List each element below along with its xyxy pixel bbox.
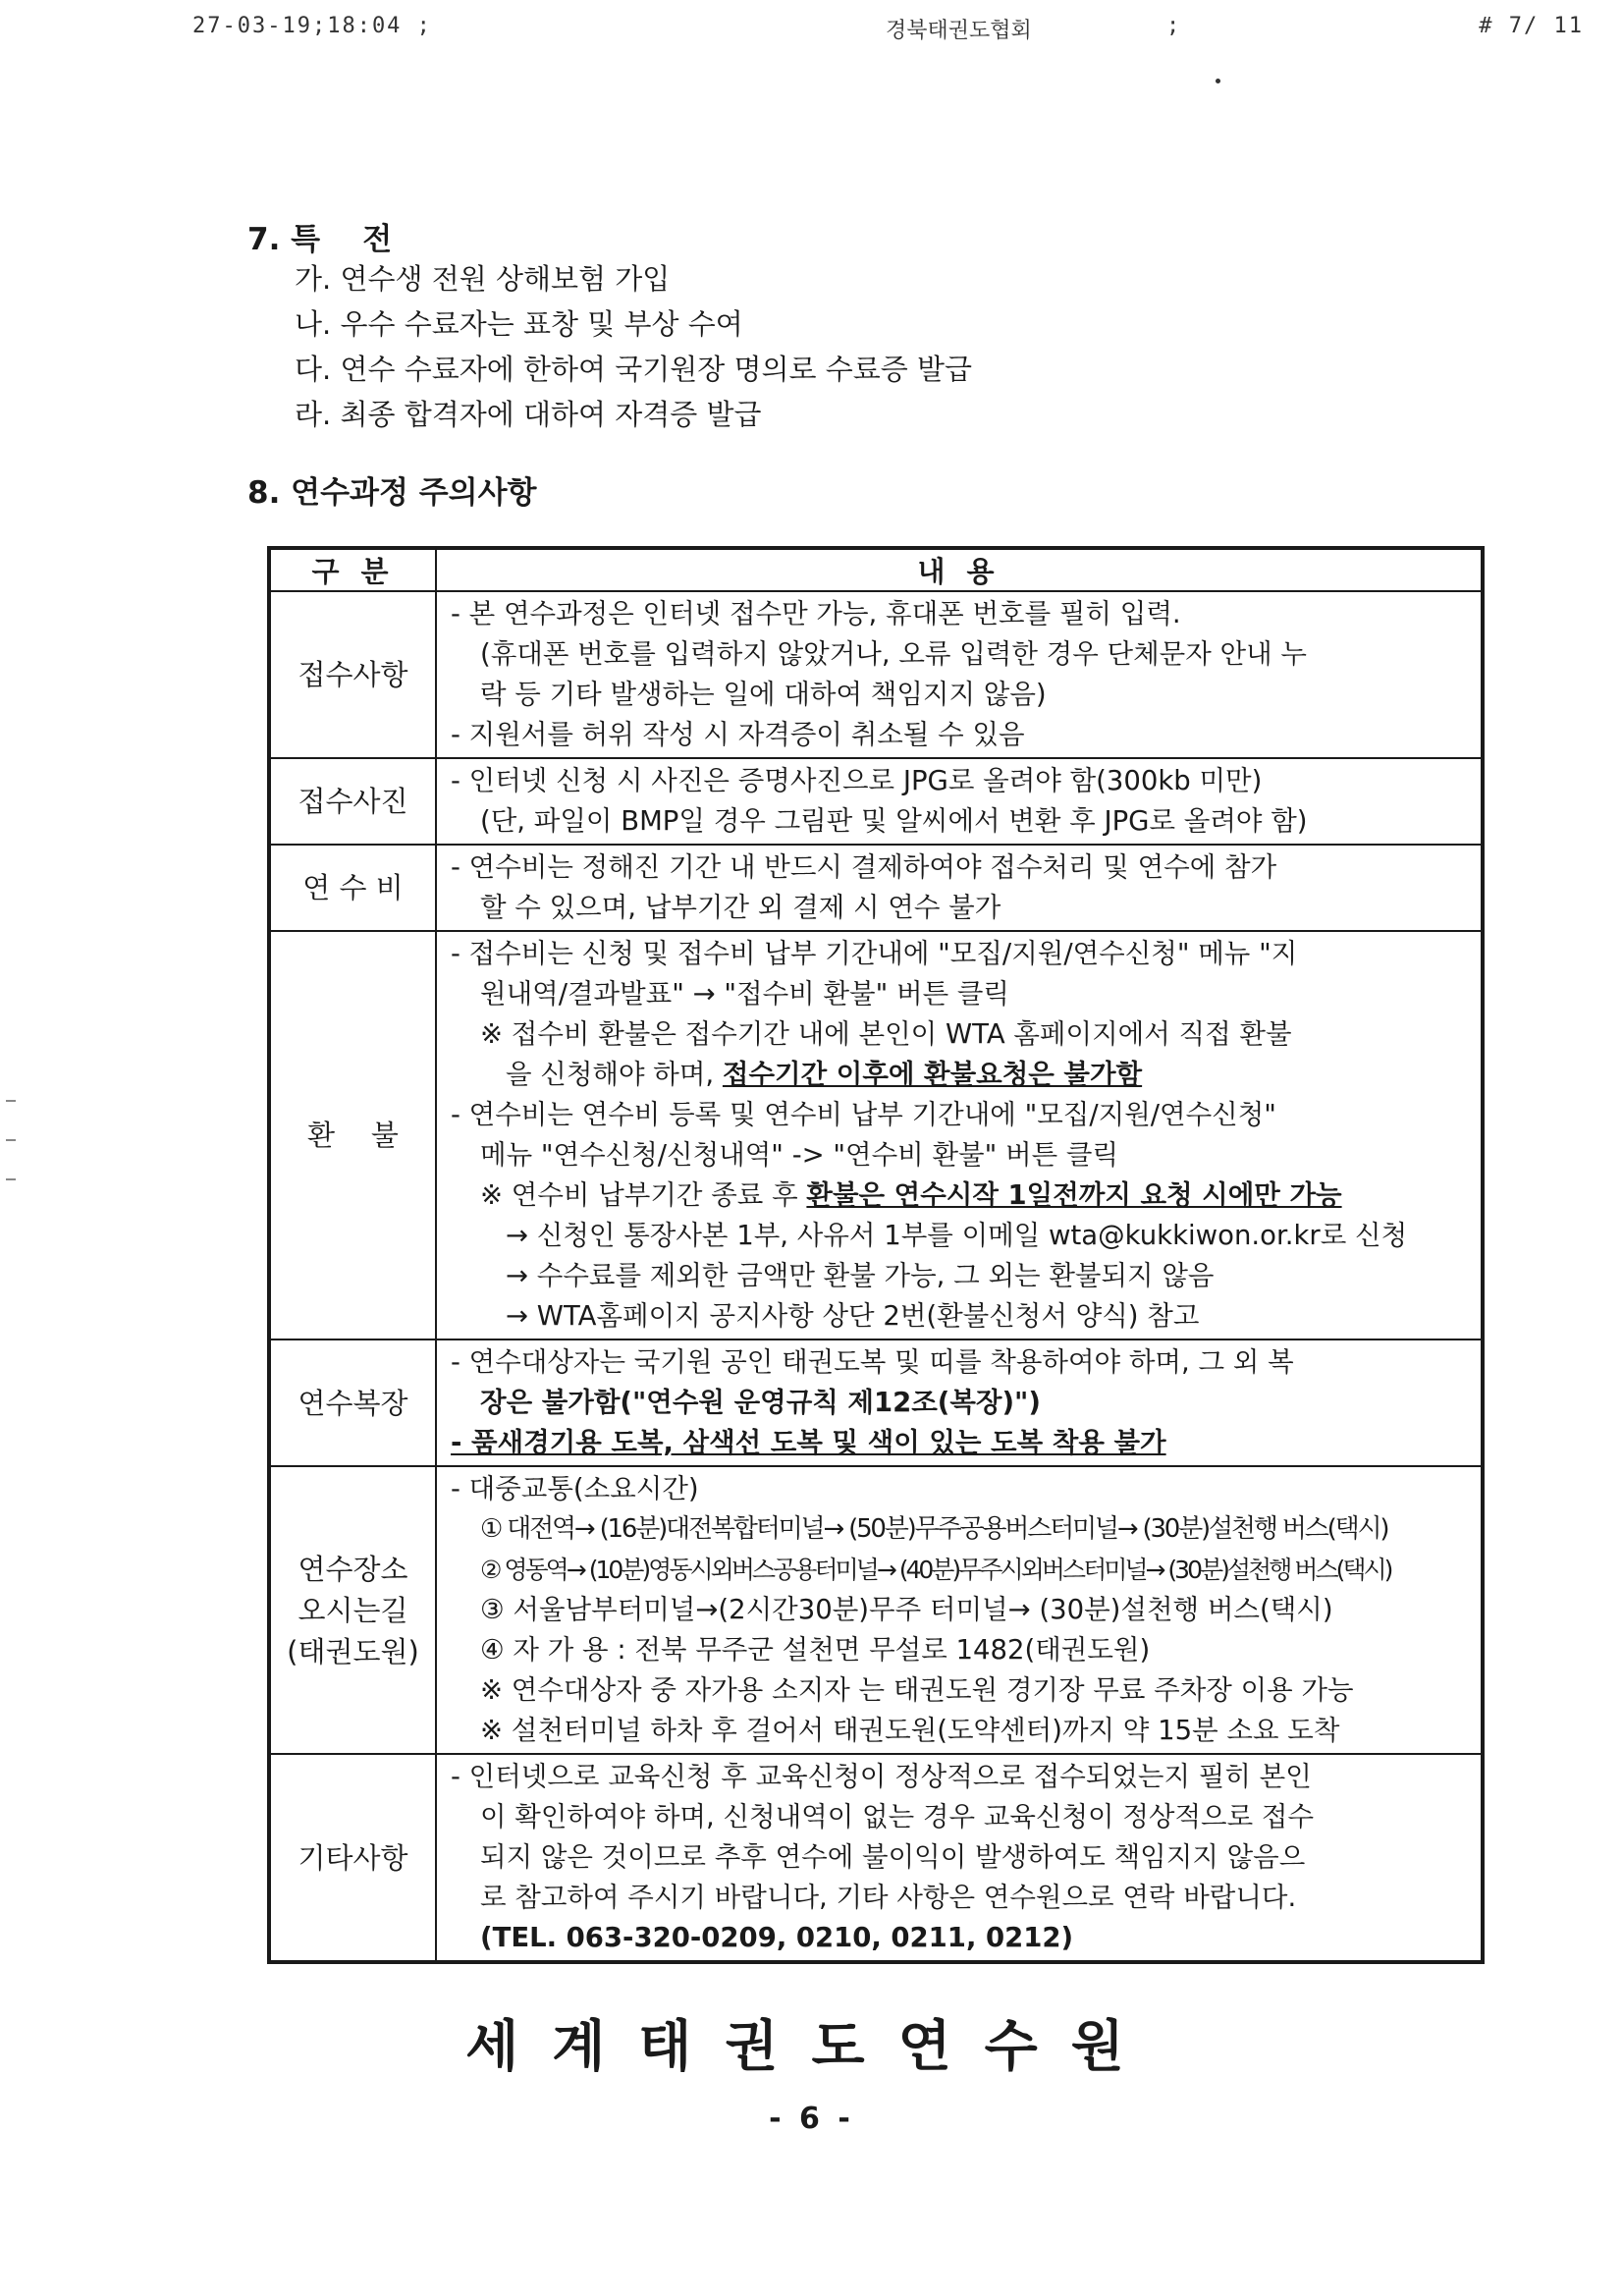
section-7-item: 다. 연수 수료자에 한하여 국기원장 명의로 수료증 발급 (295, 353, 973, 386)
row-content: - 연수대상자는 국기원 공인 태권도복 및 띠를 착용하여야 하며, 그 외 복 장은 불가함("연수원 운영규칙 제12조(복장)") - 품새경기용 도복, 삼색선 도복 및 색이 있는 도복 착용 불가 (436, 1339, 1483, 1466)
fax-page-count: # 7/ 11 (1479, 14, 1584, 38)
row-content: - 접수비는 신청 및 접수비 납부 기간내에 "모집/지원/연수신청" 메뉴 "지 원내역/결과발표" → "접수비 환불" 버튼 클릭 ※ 접수비 환불은 접수기간 내에 본인이 WTA 홈페이지에서 직접 환불 을 신청해야 하며, 접수기간 이후에 환불요청은 불가함 - 연수비는 연수비 등록 및 연수비 납부 기간내에 "모집/지원/연수신청" 메뉴 "연수신청/신청내역" -> "연수비 환불" 버튼 클릭 ※ 연수비 납부기간 종료 후 환불은 연수시작 1일전까지 요청 시에만 가능 → 신청인 통장사본 1부, 사유서 1부를 이메일 wta@kukkiwon.or.kr로 신청 → 수수료를 제외한 금액만 환불 가능, 그 외는 환불되지 않음 → WTA홈페이지 공지사항 상단 2번(환불신청서 양식) 참고 (436, 931, 1483, 1339)
section-8-title: 8. 연수과정 주의사항 (247, 475, 537, 511)
row-content: - 인터넷 신청 시 사진은 증명사진으로 JPG로 올려야 함(300kb 미만) (단, 파일이 BMP일 경우 그림판 및 알씨에서 변환 후 JPG로 올려야 함) (436, 758, 1483, 845)
notes-table (267, 546, 1485, 1964)
row-content: - 인터넷으로 교육신청 후 교육신청이 정상적으로 접수되었는지 필히 본인 이 확인하여야 하며, 신청내역이 없는 경우 교육신청이 정상적으로 접수 되지 않은 것이므로 추후 연수에 불이익이 발생하여도 책임지지 않음으 로 참고하여 주시기 바랍니다, 기타 사항은 연수원으로 연락 바랍니다. (TEL. 063-320-0209, 0210, 0211, 0212) (436, 1754, 1483, 1962)
margin-mark (6, 1139, 16, 1141)
row-content: - 대중교통(소요시간) ① 대전역→ (16분)대전복합터미널→ (50분)무주공용버스터미널→ (30분)설천행 버스(택시) ② 영동역→ (10분)영동시외버스공용터미널→ (40분)무주시외버스터미널→ (30분)설천행 버스(택시) ③ 서울남부터미널→(2시간30분)무주 터미널→ (30분)설천행 버스(택시) ④ 자 가 용 : 전북 무주군 설천면 무설로 1482(태권도원) ※ 연수대상자 중 자가용 소지자 는 태권도원 경기장 무료 주차장 이용 가능 ※ 설천터미널 하차 후 걸어서 태권도원(도약센터)까지 약 15분 소요 도착 (436, 1466, 1483, 1754)
row-content: - 본 연수과정은 인터넷 접수만 가능, 휴대폰 번호를 필히 입력. (휴대폰 번호를 입력하지 않았거나, 오류 입력한 경우 단체문자 안내 누 락 등 기타 발생하는 일에 대하여 책임지지 않음) - 지원서를 허위 작성 시 자격증이 취소될 수 있음 (436, 591, 1483, 758)
table-row (269, 1466, 1483, 1754)
table-row (269, 931, 1483, 1339)
section-7-item: 라. 최종 합격자에 대하여 자격증 발급 (295, 398, 762, 431)
header-category: 구 분 (269, 548, 436, 591)
organization-name: 세계태권도연수원 (465, 2015, 1158, 2079)
section-7-item: 나. 우수 수료자는 표창 및 부상 수여 (295, 307, 743, 341)
table-row (269, 1754, 1483, 1962)
fax-timestamp: 27-03-19;18:04 ; (192, 14, 432, 38)
table-row (269, 758, 1483, 845)
fax-sender: 경북태권도협회 (886, 19, 1032, 43)
margin-mark (6, 1178, 16, 1180)
section-7-title: 7. 특 전 (247, 222, 393, 257)
row-category: 연수복장 (269, 1339, 436, 1466)
refund-deadline-notice: 환불은 연수시작 1일전까지 요청 시에만 가능 (806, 1179, 1342, 1211)
row-category: 접수사진 (269, 758, 436, 845)
table-row (269, 591, 1483, 758)
row-category: 기타사항 (269, 1754, 436, 1962)
fax-separator: ; (1166, 14, 1182, 38)
header-content: 내 용 (436, 548, 1483, 591)
page-number: - 6 - (769, 2102, 854, 2136)
section-7-item: 가. 연수생 전원 상해보험 가입 (295, 262, 671, 296)
table-row (269, 1339, 1483, 1466)
table-row (269, 845, 1483, 931)
row-category: 연수장소 오시는길 (태권도원) (269, 1466, 436, 1754)
contact-phone: (TEL. 063-320-0209, 0210, 0211, 0212) (480, 1922, 1074, 1953)
margin-mark (6, 1100, 16, 1102)
table-header-row (269, 548, 1483, 591)
row-category: 접수사항 (269, 591, 436, 758)
no-refund-after-period: 접수기간 이후에 환불요청은 불가함 (722, 1059, 1143, 1090)
row-category: 연 수 비 (269, 845, 436, 931)
row-content: - 연수비는 정해진 기간 내 반드시 결제하여야 접수처리 및 연수에 참가 할 수 있으며, 납부기간 외 결제 시 연수 불가 (436, 845, 1483, 931)
row-category: 환 불 (269, 931, 436, 1339)
scan-dot (1216, 79, 1220, 83)
